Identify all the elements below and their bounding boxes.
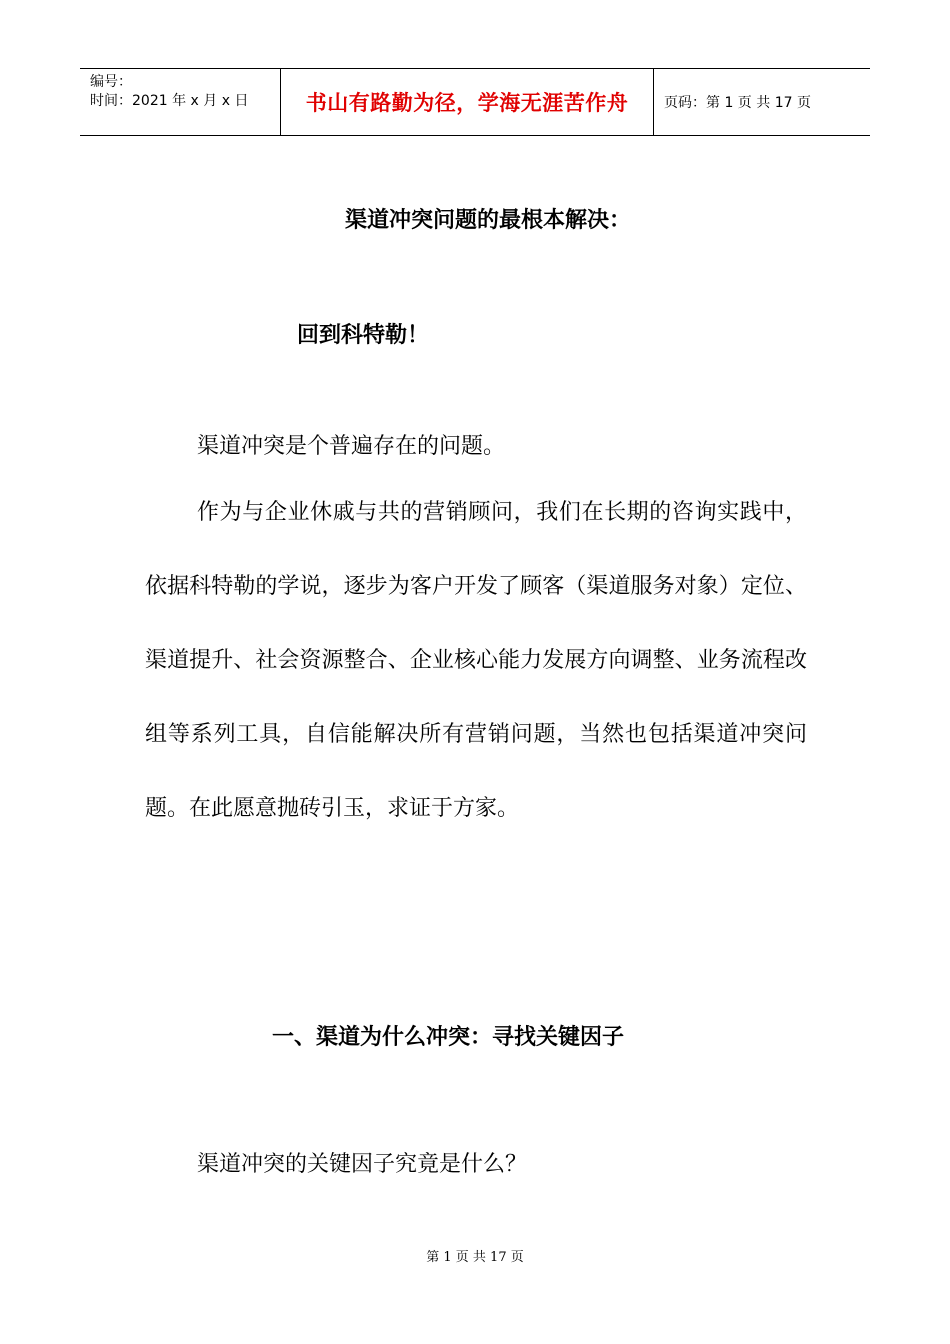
document-header <box>80 68 870 136</box>
serial-number-label: 编号： <box>90 74 132 90</box>
section-heading: 一、渠道为什么冲突：寻找关键因子 <box>272 1025 625 1050</box>
document-title: 渠道冲突问题的最根本解决： <box>345 208 632 233</box>
paragraph: 渠道冲突是个普遍存在的问题。 <box>197 434 506 459</box>
header-motto: 书山有路勤为径，学海无涯苦作舟 <box>305 91 629 115</box>
page-footer: 第 1 页 共 17 页 <box>426 1250 524 1265</box>
date-label: 时间：2021 年 x 月 x 日 <box>90 93 249 109</box>
header-motto-cell <box>281 69 654 135</box>
paragraph: 渠道冲突的关键因子究竟是什么？ <box>197 1152 528 1177</box>
paragraph: 作为与企业休戚与共的营销顾问，我们在长期的咨询实践中，依据科特勒的学说，逐步为客户开发了顾客（渠道服务对象）定位、渠道提升、社会资源整合、企业核心能力发展方向调整、业务流程改组等系列工具，自信能解决所有营销问题，当然也包括渠道冲突问题。在此愿意抛砖引玉，求证于方家。 <box>145 500 807 821</box>
header-meta <box>80 69 281 135</box>
document-subtitle: 回到科特勒！ <box>297 323 430 348</box>
header-page-info: 页码：第 1 页 共 17 页 <box>664 95 811 111</box>
